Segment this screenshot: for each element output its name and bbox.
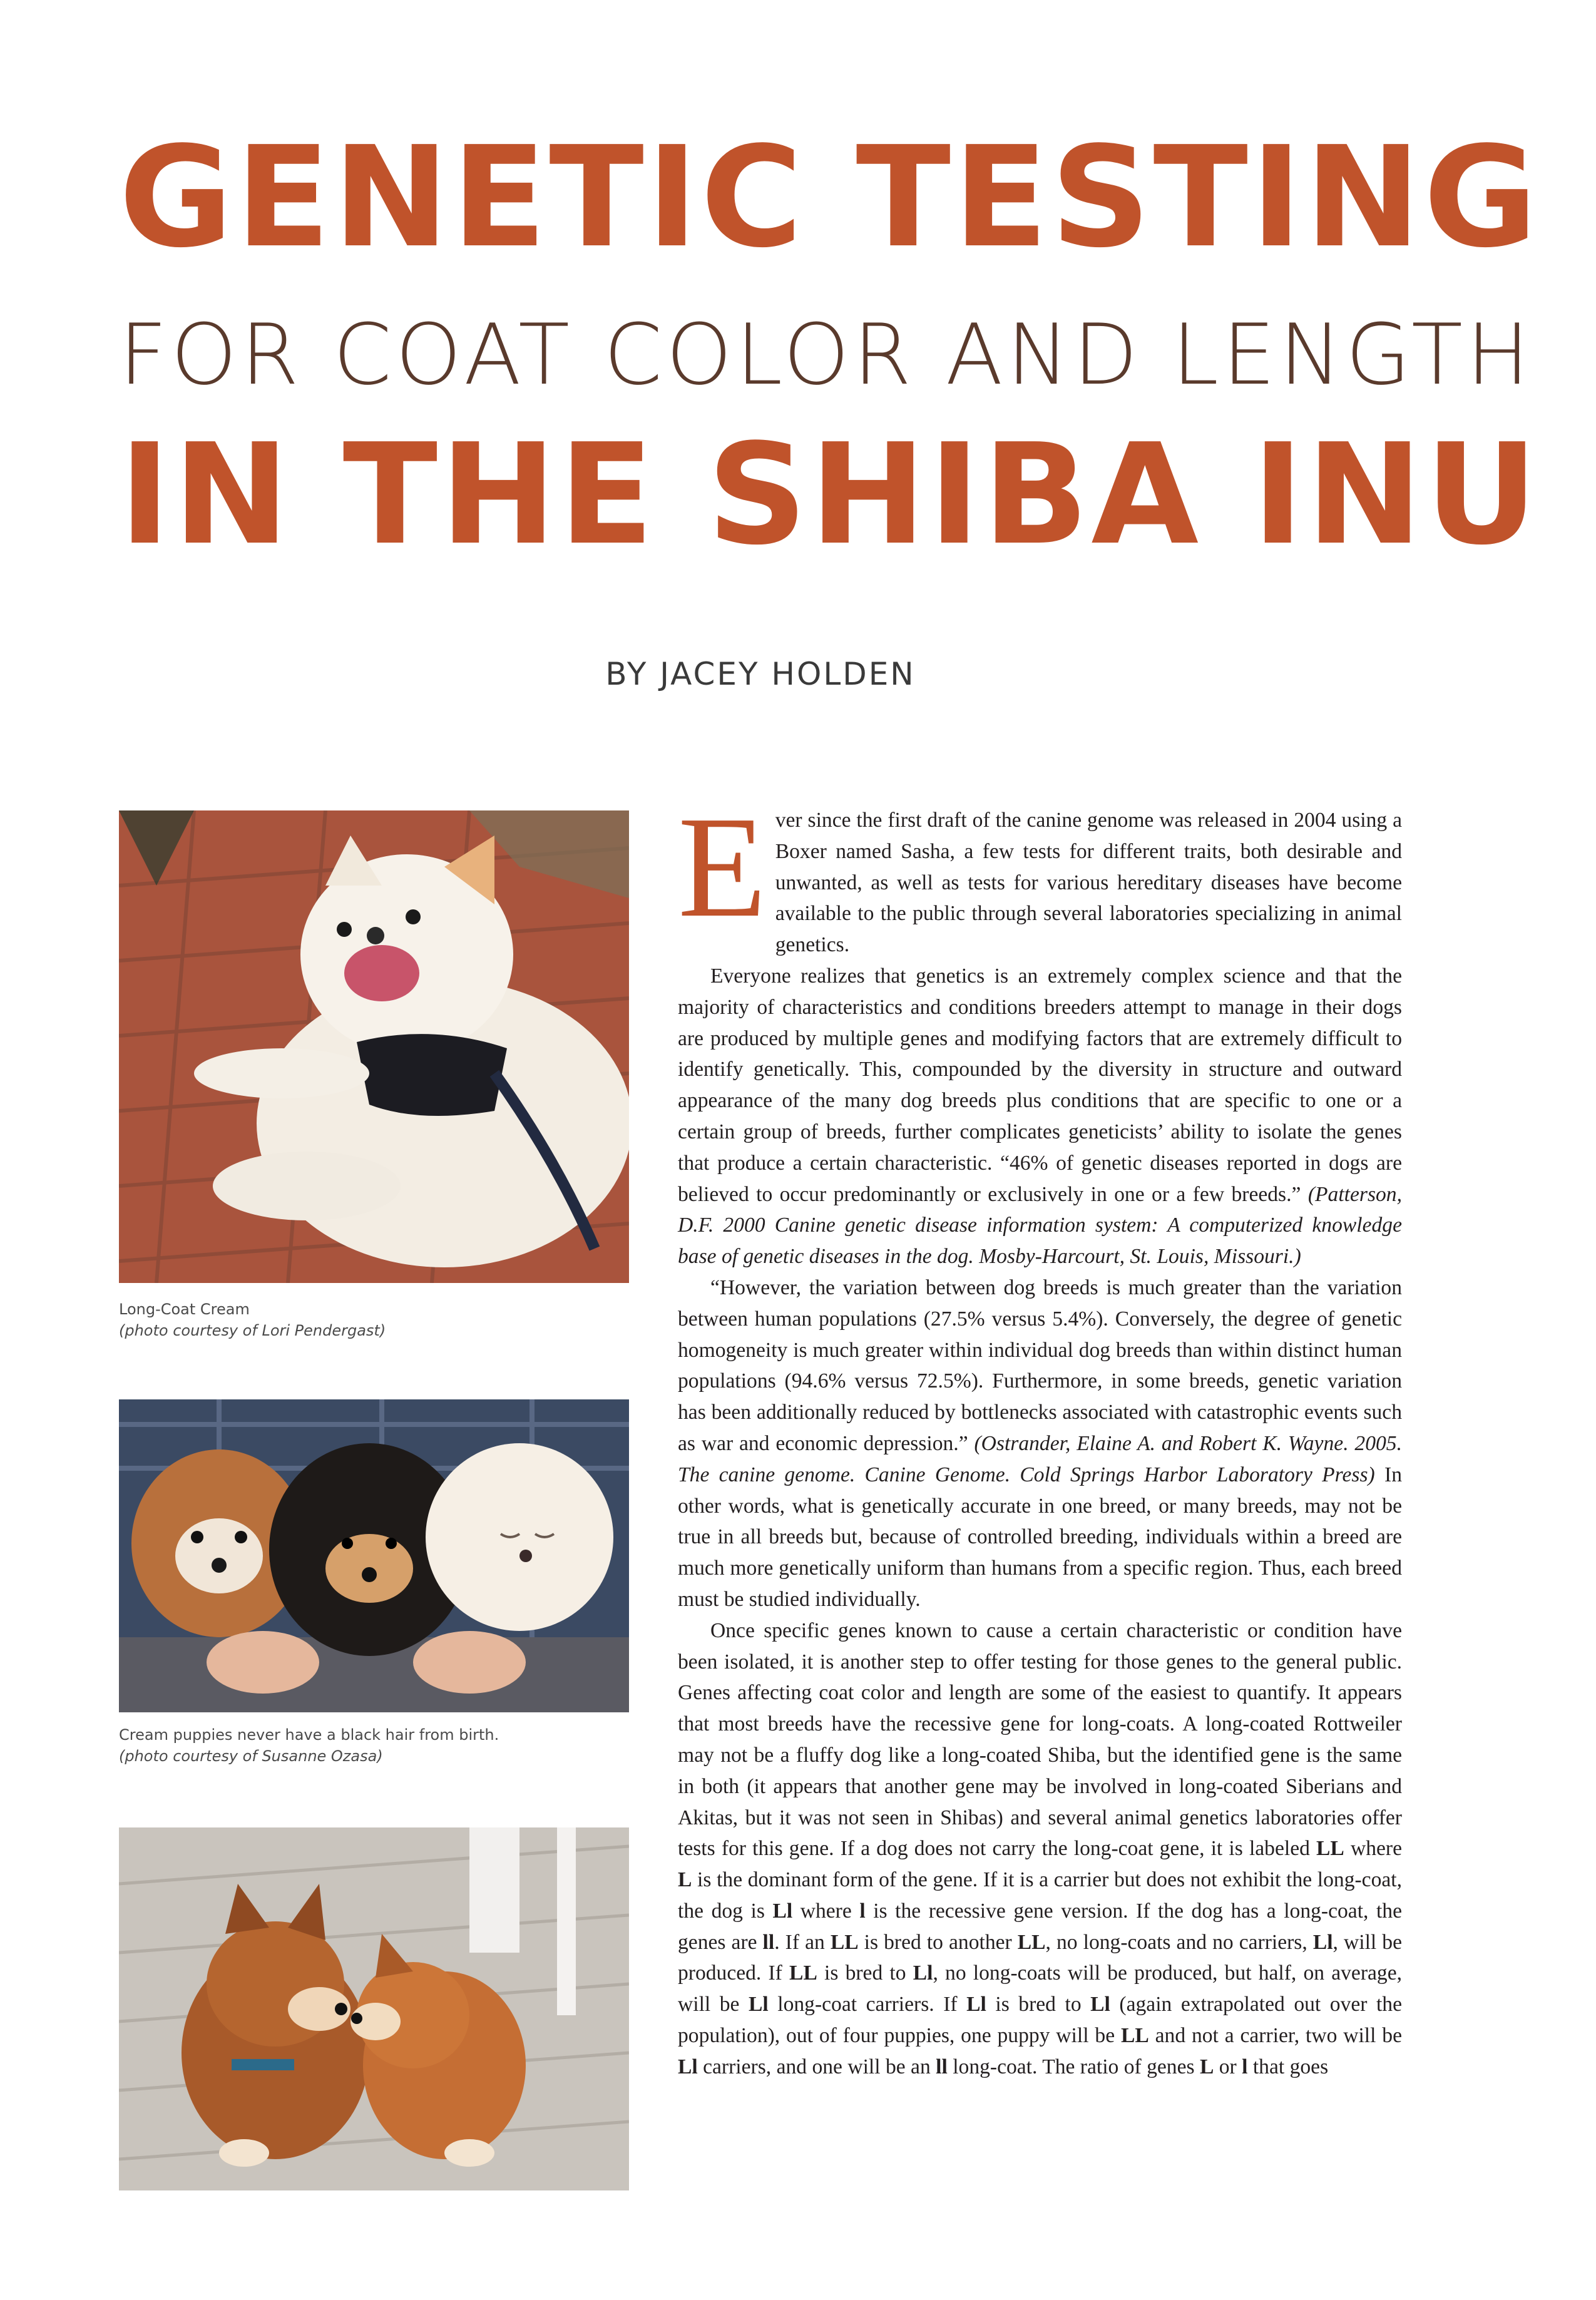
paragraph-3-text: “However, the variation between dog breeds is much greater than the variation between human populations (27.5% versus 5.4%). Conversely, the degree of genetic homogeneity is much greater within individual dog breeds than within distinct human populations (94.6% versus 72.5%). Furthermore, in some breeds, genetic variation has been additionally reduced by bottlenecks associated with catastrophic events such as war and economic depression.” [678, 1275, 1402, 1455]
genotype: Ll [678, 2055, 698, 2078]
text-run: that goes [1247, 2055, 1329, 2078]
caption-text: Long-Coat Cream [119, 1301, 250, 1318]
text-run: where [792, 1899, 860, 1923]
text-run: Once specific genes known to cause a certain characteristic or condition have been isolated, it is another step to offer testing for those genes to the general public. Genes affecting coat color and length are some of the easiest to quantify. It appears that most breeds have the recessive gene for long-coats. A long-coated Rottweiler may not be a fluffy dog like a long-coated Shiba, but the identified gene is the same in both (it appears that another gene may be involved in long-coated Siberians and Akitas, but it was not seen in Shibas) and several animal genetics laboratories offer tests for this gene. If a dog does not carry the long-coat gene, it is labeled [678, 1618, 1402, 1861]
genotype: LL [830, 1930, 859, 1954]
genotype: L [678, 1868, 692, 1892]
text-run: carriers, and one will be an [697, 2055, 936, 2078]
genotype: LL [1120, 2024, 1149, 2048]
caption-photo-2 [119, 1724, 629, 1767]
genotype: LL [1017, 1930, 1046, 1954]
text-run: , no long-coats and no carriers, [1045, 1930, 1313, 1954]
citation-ostrander: (Ostrander, Elaine A. and Robert K. Wayne. 2005. The canine genome. Canine Genome. Cold Springs Harbor Laboratory Press) [678, 1431, 1402, 1486]
genotype: l [1242, 2055, 1248, 2078]
text-run: or [1214, 2055, 1242, 2078]
genotype: Ll [1312, 1930, 1333, 1954]
caption-credit: (photo courtesy of Susanne Ozasa) [119, 1747, 383, 1765]
genotype: ll [936, 2055, 948, 2078]
title-line-1: GENETIC TESTING [119, 117, 1540, 279]
drop-cap: E [678, 787, 767, 948]
paragraph-3 [678, 1272, 1402, 1615]
article-body [678, 787, 1402, 2083]
genotype: ll [762, 1930, 775, 1954]
genotype: Ll [749, 1993, 769, 2016]
genotype: LL [789, 1961, 817, 1985]
paragraph-1 [678, 787, 1402, 961]
text-run: (again extrapolated out over the population), out of four puppies, one puppy will be [678, 1993, 1402, 2048]
text-run: , no long-coats will be produced, but half, on average, will be [678, 1961, 1402, 2016]
genotype: Ll [1090, 1993, 1110, 2016]
caption-text: Cream puppies never have a black hair from birth. [119, 1726, 499, 1744]
text-run: is bred to [817, 1961, 913, 1985]
paragraph-2-text: Everyone realizes that genetics is an extremely complex science and that the majority of characteristics and conditions breeders attempt to manage in their dogs are produced by multiple genes and modifying factors that are extremely difficult to identify genetically. This, compounded by the diversity in structure and outward appearance of the many dog breeds plus conditions that are specific to one or a certain group of breeds, further complicates geneticists’ ability to isolate the genes that produce a certain characteristic. “46% of genetic diseases reported in dogs are believed to occur predominantly or exclusively in one or a few breeds.” [678, 964, 1402, 1206]
genotype: Ll [913, 1961, 933, 1985]
text-run: and not a carrier, two will be [1148, 2024, 1402, 2048]
byline: BY JACEY HOLDEN [605, 656, 916, 692]
text-run: long-coat carriers. If [768, 1993, 967, 2016]
text-run: , will be produced. If [678, 1930, 1402, 1985]
paragraph-4 [678, 1615, 1402, 2083]
caption-credit: (photo courtesy of Lori Pendergast) [119, 1322, 386, 1339]
photo-three-puppies [119, 1399, 629, 1712]
photo-long-coat-cream [119, 810, 629, 1283]
citation-patterson: (Patterson, D.F. 2000 Canine genetic disease information system: A computerized knowledge base of genetic diseases in the dog. Mosby-Harcourt, St. Louis, Missouri.) [678, 1182, 1402, 1269]
genotype: Ll [966, 1993, 986, 2016]
photo-two-red-puppies [119, 1827, 629, 2190]
title-line-3: IN THE SHIBA INU [119, 414, 1541, 576]
text-run: where [1344, 1837, 1402, 1861]
title-line-2: FOR COAT COLOR AND LENGTH [119, 306, 1533, 404]
text-run: is bred to another [858, 1930, 1018, 1954]
text-run: is the recessive gene version. If the dog has a long-coat, the genes are [678, 1899, 1402, 1954]
text-run: is bred to [986, 1993, 1091, 2016]
genotype: l [859, 1899, 866, 1923]
genotype: L [1199, 2055, 1214, 2078]
caption-photo-1 [119, 1299, 629, 1341]
genotype: Ll [772, 1899, 793, 1923]
paragraph-1-text: ver since the first draft of the canine genome was released in 2004 using a Boxer named Sasha, a few tests for different traits, both desirable and unwanted, as well as tests for various hereditary diseases have become available to the public through several laboratories specializing in animal genetics. [775, 809, 1402, 957]
paragraph-2 [678, 961, 1402, 1272]
text-run: . If an [774, 1930, 831, 1954]
text-run: long-coat. The ratio of genes [947, 2055, 1200, 2078]
genotype: LL [1316, 1837, 1344, 1861]
text-run: is the dominant form of the gene. If it is a carrier but does not exhibit the long-coat, the dog is [678, 1868, 1402, 1923]
paragraph-3-rest: In other words, what is genetically accurate in one breed, or many breeds, may not be true in all breeds but, because of controlled breeding, individuals within a breed are much more genetically uniform than humans from a specific region. Thus, each breed must be studied individually. [678, 1463, 1402, 1611]
